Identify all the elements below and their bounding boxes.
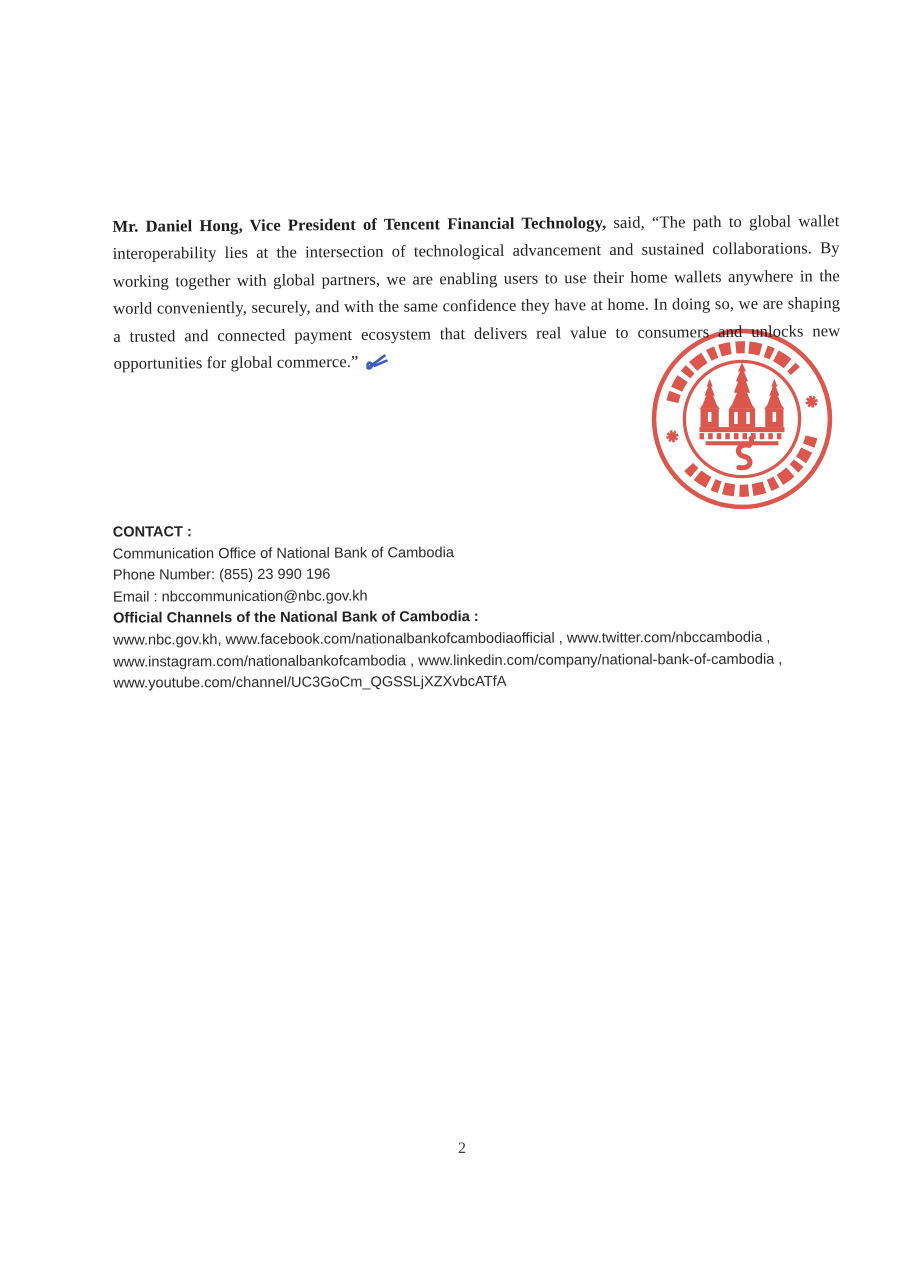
quote-body: said, “The path to global wallet interoperability lies at the intersection of technological advancement and sustained collaborations. By working together with global partners, we are enabling users to use their home wallets anywhere in the world conveniently, securely, and with the same confidence they have at home. In doing so, we are shaping a trusted and connected payment ecosystem that delivers real value to consumers and unlocks new opportunities for global commerce.” [112,211,841,373]
page-number: 2 [458,1140,466,1157]
channels-line: www.nbc.gov.kh, www.facebook.com/nationalbankofcambodiaofficial , www.twitter.com/nbccambodia , [113,629,771,649]
contact-section [113,519,844,695]
channels-line: www.instagram.com/nationalbankofcambodia , www.linkedin.com/company/national-bank-of-cambodia , [113,651,783,671]
channels-line: www.youtube.com/channel/UC3GoCm_QGSSLjXZXvbcATfA [113,674,507,692]
contact-office: Communication Office of National Bank of Cambodia [112,544,455,563]
quote-attribution: Mr. Daniel Hong, Vice President of Tencent Financial Technology, [112,212,607,236]
contact-email: Email : nbccommunication@nbc.gov.kh [112,588,368,606]
contact-phone: Phone Number: (855) 23 990 196 [112,566,331,584]
stamp-left-star-icon [665,429,680,444]
stamp-bottom-text-band [689,436,821,504]
stamp-right-star-icon [804,394,819,409]
nbc-official-stamp [649,326,835,512]
channels-heading: Official Channels of the National Bank of Cambodia : [113,609,479,627]
signature-paraph-icon [363,352,389,381]
angkor-wat-temple-icon [700,362,785,445]
contact-heading: CONTACT : [112,524,192,541]
